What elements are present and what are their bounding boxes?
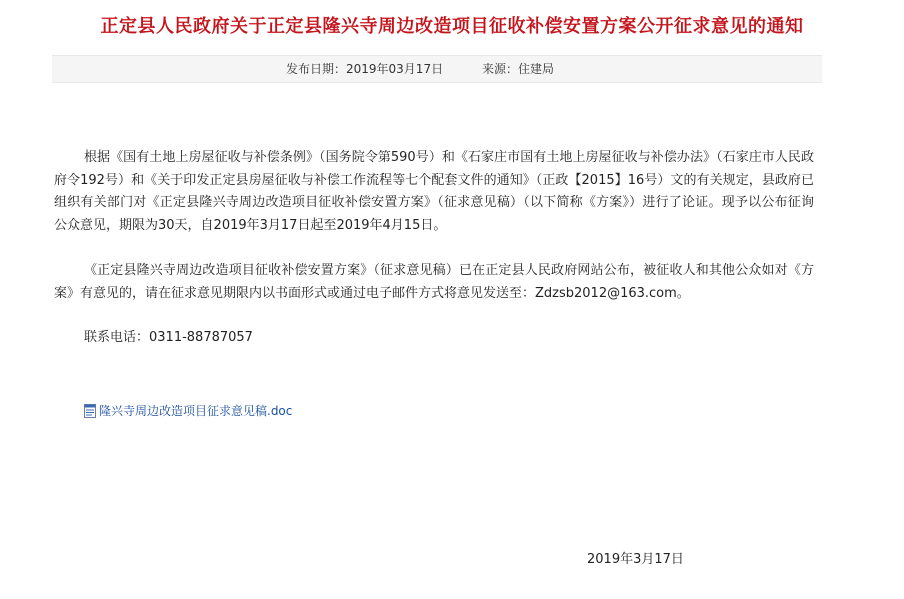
body-paragraph-1: 根据《国有土地上房屋征收与补偿条例》（国务院令第590号）和《石家庄市国有土地上房屋征收与补偿办法》（石家庄市人民政府令192号）和《关于印发正定县房屋征收与补偿工作流程等七个配套文件的通知》（正政【2015】16号）文的有关规定，县政府已组织有关部门对《正定县隆兴寺周边改造项目征收补偿安置方案》（征求意见稿）（以下简称《方案》）进行了论证。现予以公布征询公众意见，期限为30天，自2019年3月17日起至2019年4月15日。	[54, 150, 814, 233]
publish-date: 发布日期：2019年03月17日	[286, 62, 444, 76]
attachment[interactable]	[84, 402, 292, 420]
contact-phone: 联系电话：0311-88787057	[84, 330, 253, 345]
page-title: 正定县人民政府关于正定县隆兴寺周边改造项目征收补偿安置方案公开征求意见的通知	[100, 16, 804, 37]
word-doc-icon	[84, 404, 96, 418]
article-meta-bar	[52, 55, 822, 83]
article-source: 来源：住建局	[482, 62, 555, 76]
body-paragraph-2: 《正定县隆兴寺周边改造项目征收补偿安置方案》（征求意见稿）已在正定县人民政府网站公布，被征收人和其他公众如对《方案》有意见的，请在征求意见期限内以书面形式或通过电子邮件方式将意见发送至：Zdzsb2012@163.com。	[54, 263, 814, 301]
attachment-link[interactable]: 隆兴寺周边改造项目征求意见稿.doc	[99, 404, 293, 418]
signature-date: 2019年3月17日	[587, 552, 684, 567]
